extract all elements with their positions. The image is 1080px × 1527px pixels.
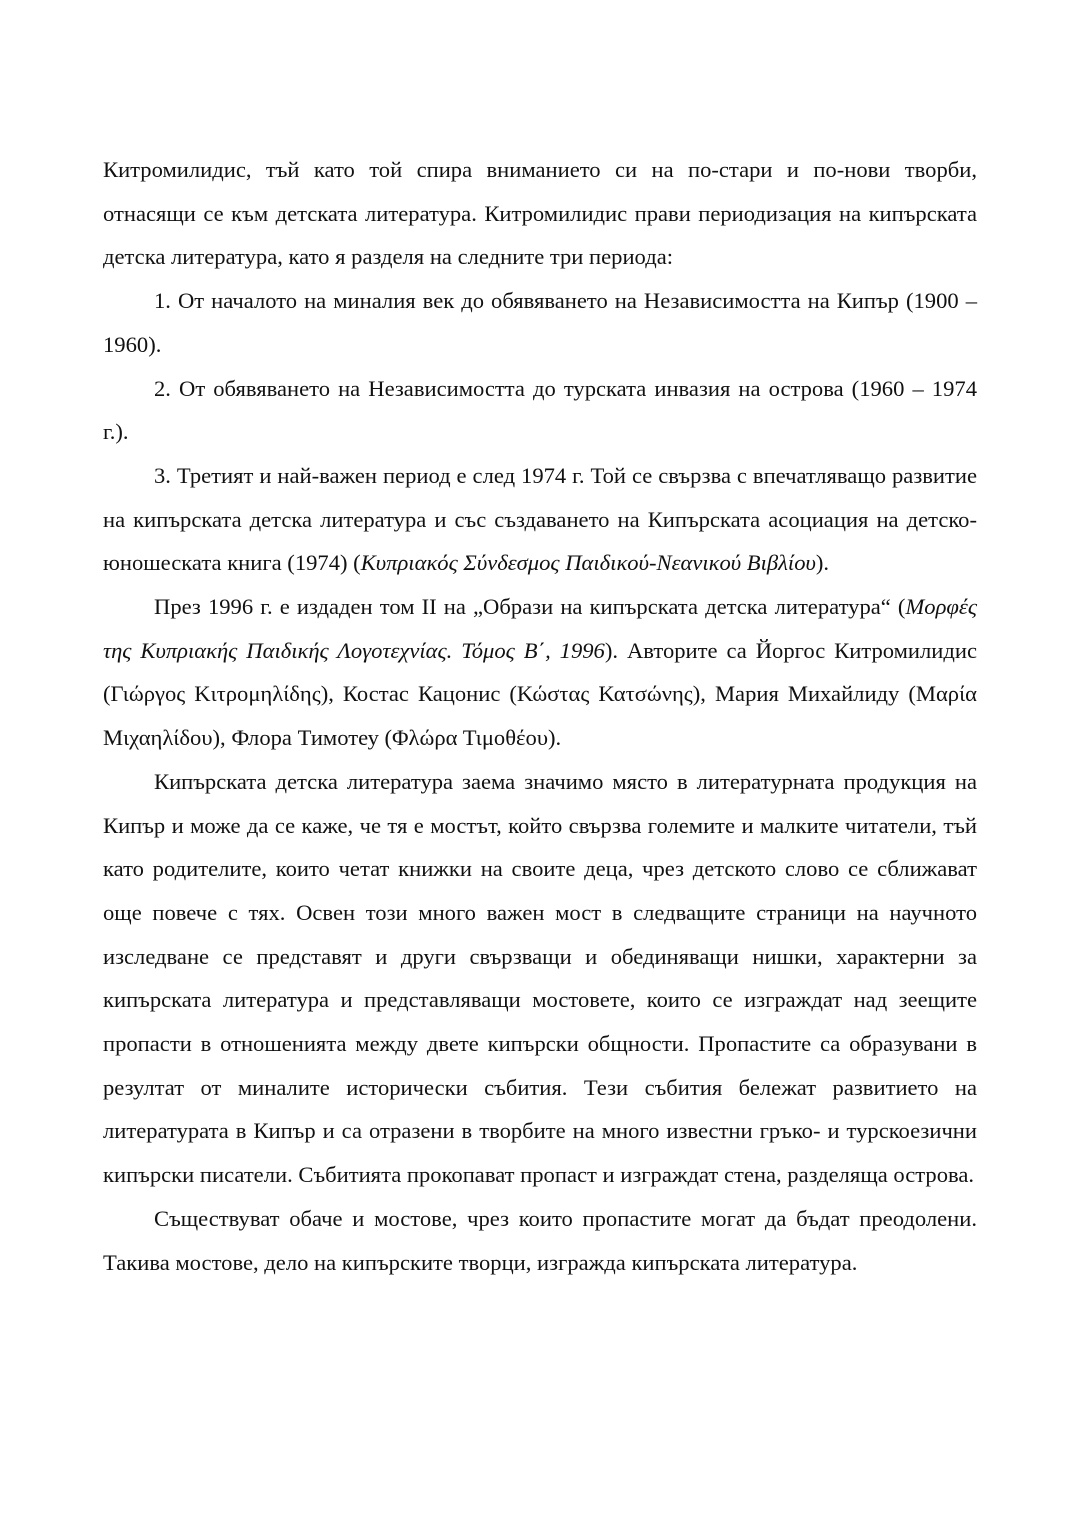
paragraph-periodization-intro: Китромилидис, тъй като той спира вниманието си на по-стари и по-нови творби, отнасящи се към детската литература. Китромилидис прави периодизация на кипърската детска литература, като я разделя на следните три периода: bbox=[103, 157, 977, 270]
greek-association-name: Κυπριακός Σύνδεσμος Παιδικού-Νεανικού Βιβλίου bbox=[360, 550, 816, 576]
period-3-closing: ). bbox=[815, 550, 830, 576]
paragraph-conclusion: Съществуват обаче и мостове, чрез които пропастите могат да бъдат преодолени. Такива мостове, дело на кипърските творци, изгражда кипърската литература. bbox=[103, 1205, 977, 1275]
volume-two-authors: ). Авторите са Йоргос Китромилидис (Γιώργος Κιτρομηλίδης), Костас Кацонис (Κώστας Κατσώνης), Мария Михайлиду (Μαρία Μιχαηλίδου), Флора Тимотеу (Φλώρα Τιμοθέου). bbox=[103, 637, 977, 751]
document-page bbox=[103, 148, 977, 1284]
list-item-period-2: 2. От обявяването на Независимостта до турската инвазия на острова (1960 – 1974 г.). bbox=[103, 375, 977, 445]
list-item-period-3 bbox=[103, 454, 977, 585]
period-3-text: 3. Третият и най-важен период е след 1974 г. Той се свързва с впечатляващо развитие на кипърската детска литература и със създаването на Кипърската асоциация на детско-юношеската книга (1974) ( bbox=[103, 462, 977, 576]
paragraph-bridges: Кипърската детска литература заема значимо място в литературната продукция на Кипър и може да се каже, че тя е мостът, който свързва големите и малките читатели, тъй като родителите, които четат книжки на своите деца, чрез детското слово се сближават още повече с тях. Освен този много важен мост в следващите страници на научното изследване се представят и други свързващи и обединяващи нишки, характерни за кипърската литература и представляващи мостовете, които се изграждат над зеещите пропасти в отношенията между двете кипърски общности. Пропастите са образувани в резултат от миналите исторически събития. Тези събития бележат развитието на литературата в Кипър и са отразени в творбите на много известни гръко- и турскоезични кипърски писатели. Събитията прокопават пропаст и изграждат стена, разделяща острова. bbox=[103, 768, 977, 1188]
volume-two-text: През 1996 г. е издаден том II на „Образи на кипърската детска литература“ ( bbox=[154, 594, 906, 620]
greek-book-title: Μορφές της Κυπριακής Παιδικής Λογοτεχνίας. Τόμος Β΄, 1996 bbox=[103, 594, 977, 663]
paragraph-volume-two bbox=[103, 585, 977, 760]
list-item-period-1: 1. От началото на миналия век до обявяването на Независимостта на Кипър (1900 – 1960). bbox=[103, 288, 977, 357]
